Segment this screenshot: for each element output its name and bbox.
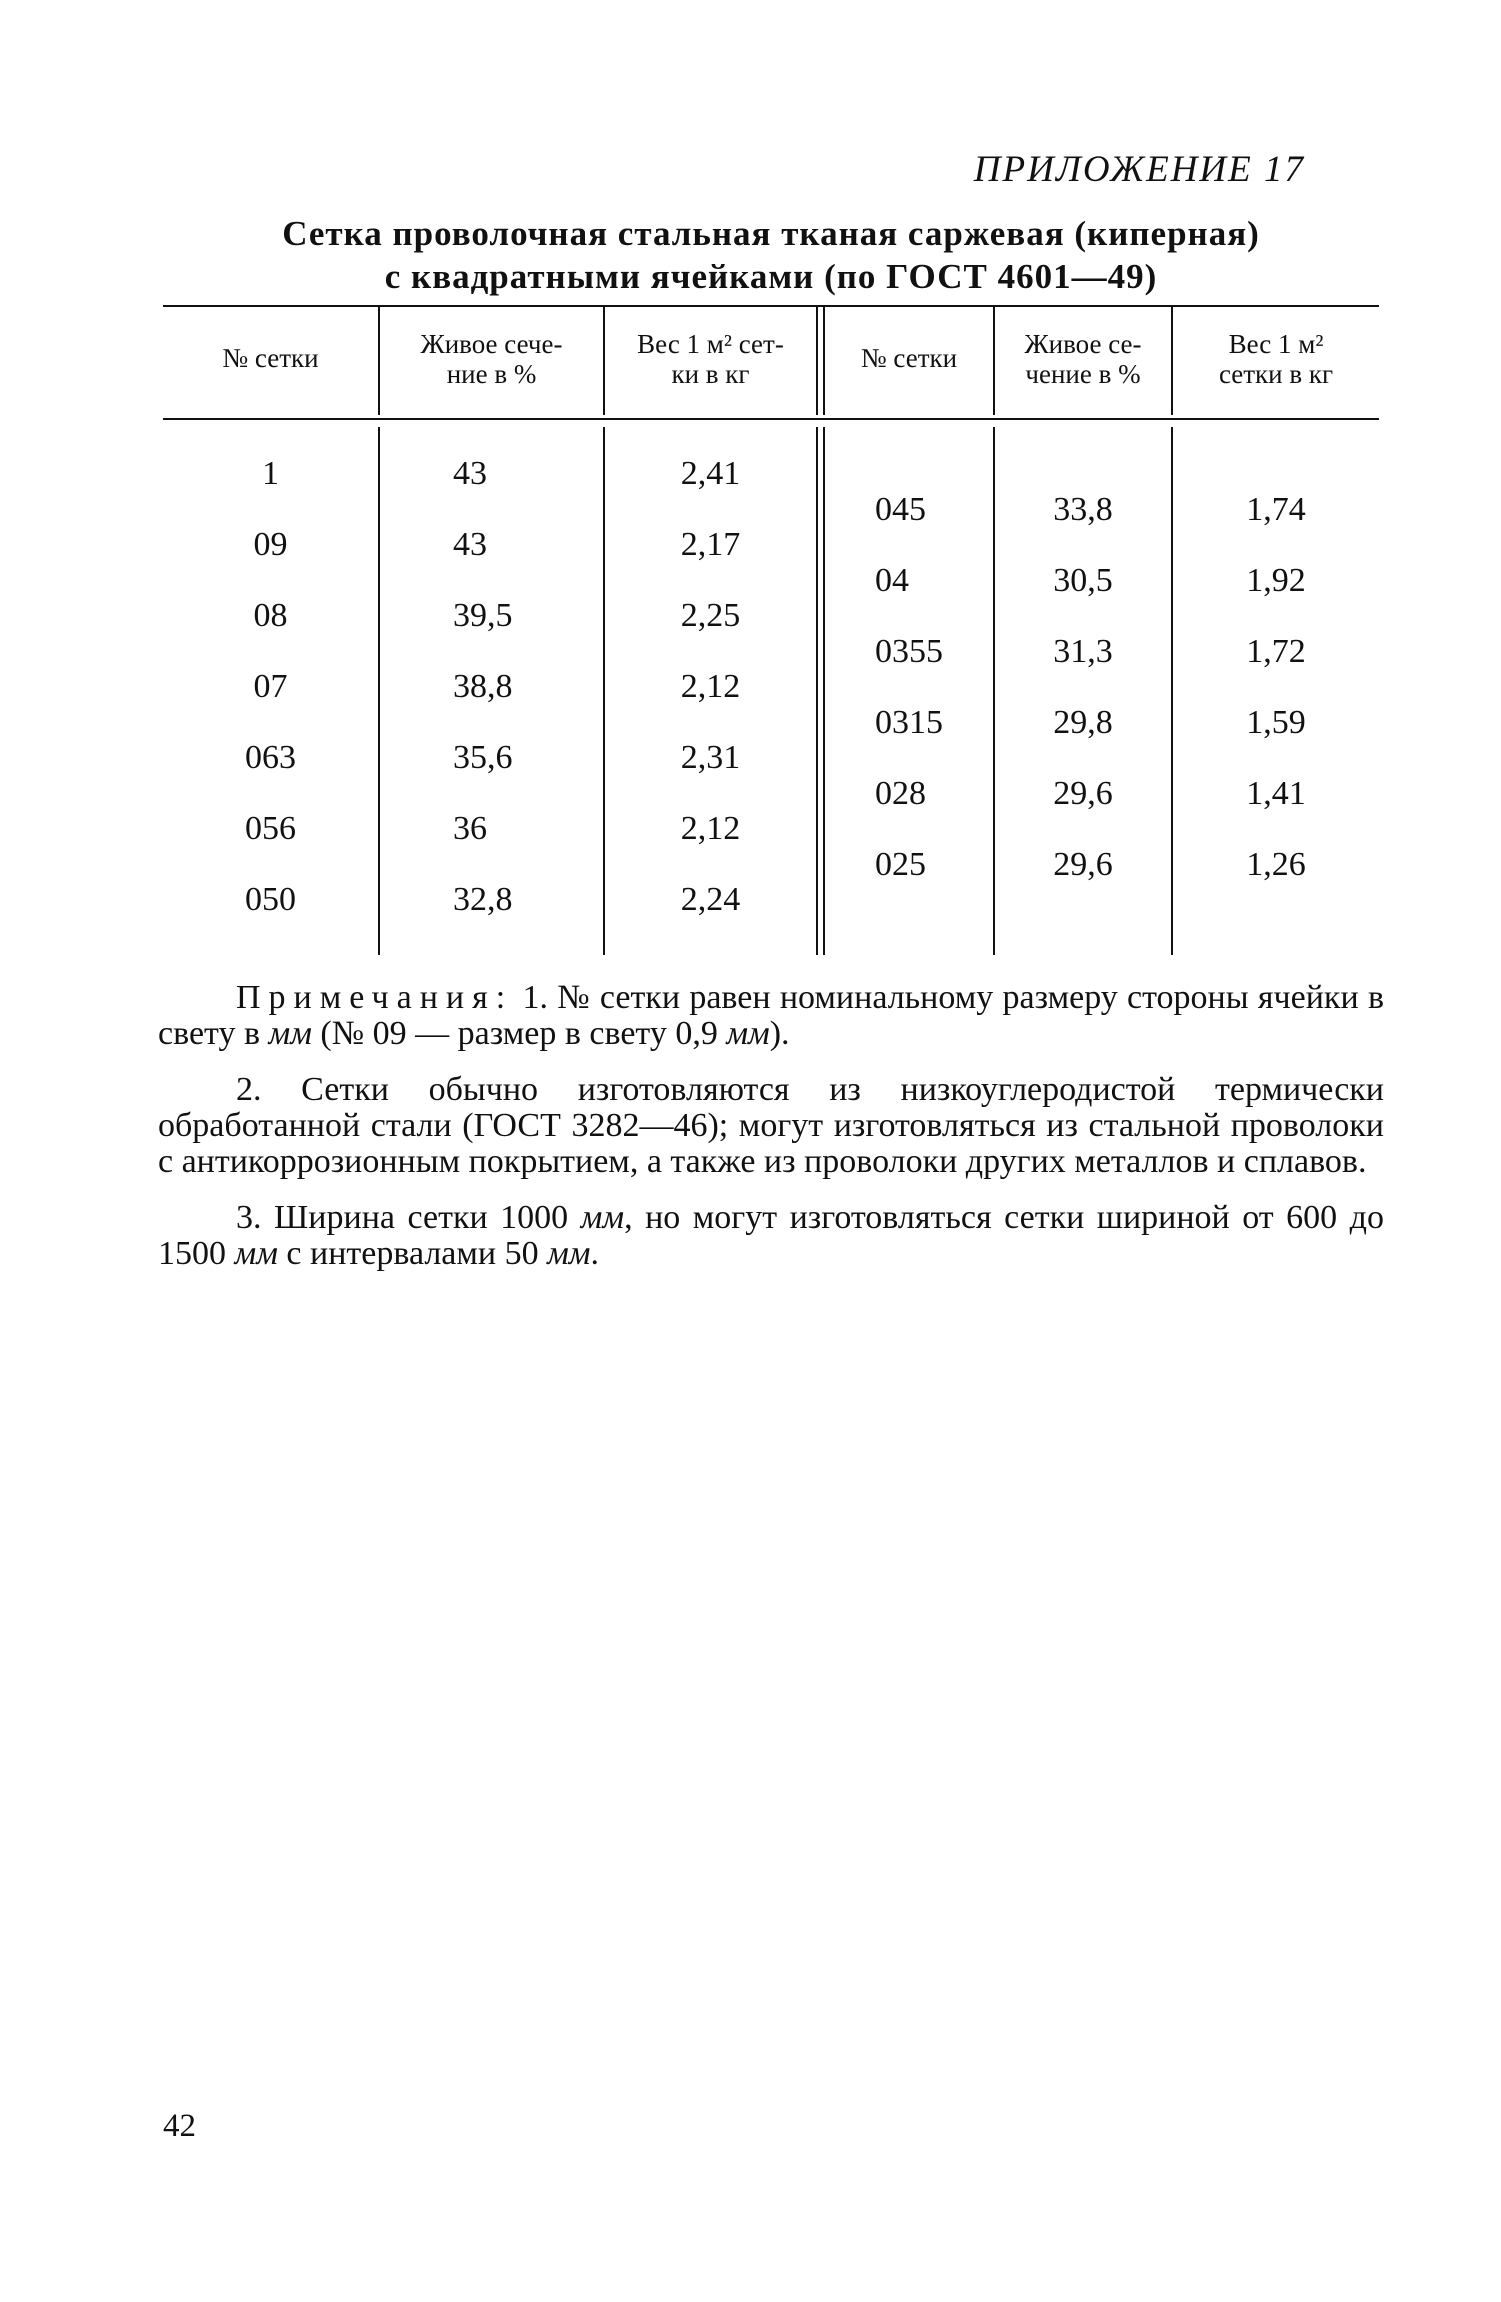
- table-cell: 33,8: [1053, 491, 1113, 528]
- notes-section: [158, 980, 1384, 1292]
- header-mesh-number-right: № сетки: [860, 343, 958, 373]
- header-open-area-right: [995, 329, 1171, 389]
- table-cell: 29,6: [1053, 846, 1113, 883]
- mesh-table: [163, 305, 1379, 955]
- note-3-text-b: , но могут изготовляться сетки шириной от 600 до 1500: [158, 1199, 1384, 1272]
- table-cell: 045: [875, 491, 926, 528]
- table-cell: 2,24: [680, 881, 741, 918]
- header-weight-right-line1: Вес 1 м²: [1228, 329, 1324, 359]
- table-cell: 028: [875, 775, 926, 812]
- document-title: [160, 212, 1382, 298]
- table-cell: 29,6: [1053, 775, 1113, 812]
- note-3-text-d: .: [590, 1235, 600, 1272]
- table-cell: 1,74: [1246, 491, 1306, 528]
- header-open-area-left-line1: Живое сече-: [420, 329, 563, 359]
- table-cell: 056: [245, 810, 296, 847]
- unit-mm: мм: [726, 1015, 770, 1052]
- note-3-text-a: 3. Ширина сетки 1000: [236, 1199, 581, 1236]
- table-cell: 08: [253, 597, 288, 634]
- note-1: [158, 980, 1384, 1052]
- header-weight-left: [605, 329, 816, 389]
- note-3: [158, 1200, 1384, 1272]
- table-cell: 1,92: [1246, 562, 1306, 599]
- table-cell: 025: [875, 846, 926, 883]
- table-cell: 30,5: [1053, 562, 1113, 599]
- table-cell: 0315: [875, 704, 943, 741]
- table-cell: 063: [245, 739, 296, 776]
- header-weight-left-line1: Вес 1 м² сет-: [637, 329, 784, 359]
- table-cell: 2,12: [680, 810, 741, 847]
- table-cell: 43: [453, 455, 487, 492]
- table-cell: 04: [875, 562, 909, 599]
- header-weight-right-line2: сетки в кг: [1218, 359, 1334, 389]
- header-weight-right: [1173, 329, 1379, 389]
- table-cell: 1: [262, 455, 279, 492]
- note-1-text-c: ).: [769, 1015, 790, 1052]
- table-cell: 29,8: [1053, 704, 1113, 741]
- table-cell: 2,31: [680, 739, 741, 776]
- title-line-2: с квадратными ячейками (по ГОСТ 4601—49): [384, 257, 1158, 296]
- col-divider: [378, 427, 380, 955]
- header-open-area-right-line2: чение в %: [1025, 359, 1141, 389]
- table-cell: 0355: [875, 633, 943, 670]
- table-cell: 050: [245, 881, 296, 918]
- table-top-rule: [163, 305, 1379, 307]
- table-cell: 1,72: [1246, 633, 1306, 670]
- double-col-divider: [816, 307, 818, 415]
- table-cell: 39,5: [453, 597, 513, 634]
- table-cell: 1,59: [1246, 704, 1306, 741]
- header-weight-left-line2: ки в кг: [671, 359, 750, 389]
- unit-mm: мм: [580, 1199, 625, 1236]
- double-col-divider: [816, 427, 818, 955]
- table-cell: 07: [253, 668, 288, 705]
- unit-mm: мм: [234, 1235, 278, 1272]
- table-cell: 32,8: [453, 881, 513, 918]
- double-col-divider: [823, 427, 825, 955]
- header-open-area-left-line2: ние в %: [446, 359, 537, 389]
- page-number: 42: [163, 2108, 196, 2144]
- table-cell: 1,41: [1246, 775, 1306, 812]
- table-header-rule: [163, 418, 1379, 420]
- notes-label: Примечания:: [236, 979, 514, 1016]
- table-cell: 43: [453, 526, 487, 563]
- appendix-label: ПРИЛОЖЕНИЕ 17: [973, 149, 1305, 190]
- table-cell: 09: [253, 526, 288, 563]
- unit-mm: мм: [268, 1015, 312, 1052]
- unit-mm: мм: [547, 1235, 591, 1272]
- header-open-area-left: [380, 329, 603, 389]
- note-3-text-c: с интервалами 50: [277, 1235, 548, 1272]
- title-line-1: Сетка проволочная стальная тканая саржевая (киперная): [282, 214, 1260, 253]
- table-cell: 31,3: [1053, 633, 1113, 670]
- table-cell: 38,8: [453, 668, 513, 705]
- table-cell: 2,41: [680, 455, 741, 492]
- table-cell: 2,25: [680, 597, 741, 634]
- note-1-text-a: 1. № сетки равен номинальному размеру стороны ячейки в свету в: [158, 979, 1384, 1052]
- table-cell: 2,17: [680, 526, 741, 563]
- table-cell: 36: [453, 810, 487, 847]
- header-open-area-right-line1: Живое се-: [1024, 329, 1142, 359]
- table-cell: 2,12: [680, 668, 741, 705]
- note-2: 2. Сетки обычно изготовляются из низкоуглеродистой термически обработанной стали (ГОСТ 3282—46); могут изготовляться из стальной проволоки с антикоррозионным покрытием, а также из проволоки других металлов и сплавов.: [158, 1071, 1384, 1180]
- table-cell: 35,6: [453, 739, 513, 776]
- header-mesh-number-left: № сетки: [222, 343, 319, 373]
- table-cell: 1,26: [1246, 846, 1306, 883]
- note-1-text-b: (№ 09 — размер в свету 0,9: [311, 1015, 727, 1052]
